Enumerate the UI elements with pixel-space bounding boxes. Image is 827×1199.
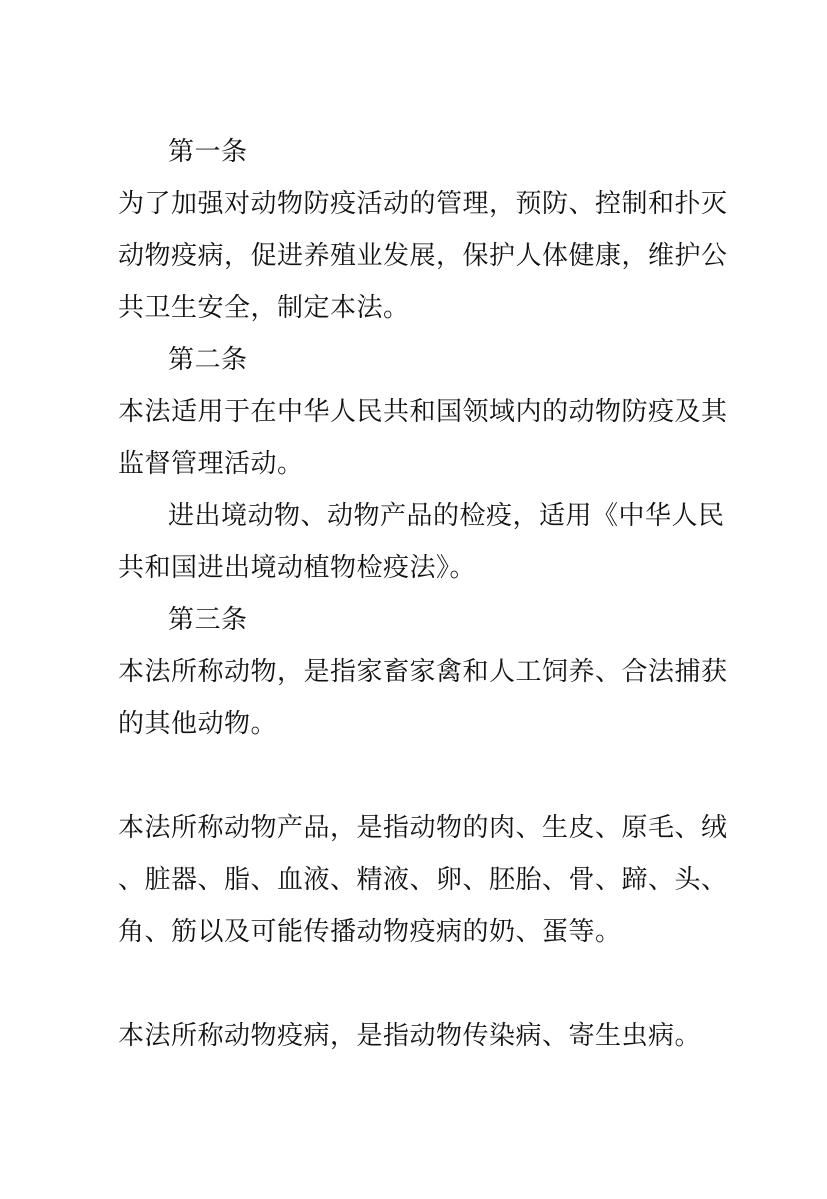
article-3-para3-line-1: 本法所称动物疫病，是指动物传染病、寄生虫病。 xyxy=(118,1021,702,1051)
article-3-para2-line-3: 角、筋以及可能传播动物疫病的奶、蛋等。 xyxy=(118,917,622,947)
article-1-line-3: 共卫生安全，制定本法。 xyxy=(118,293,410,323)
article-3-para2-line-1: 本法所称动物产品，是指动物的肉、生皮、原毛、绒 xyxy=(118,813,728,843)
article-3-para1-line-1: 本法所称动物，是指家畜家禽和人工饲养、合法捕获 xyxy=(118,657,728,687)
article-2-para1-line-2: 监督管理活动。 xyxy=(118,449,304,479)
article-2-heading: 第二条 xyxy=(168,345,248,375)
article-3-heading: 第三条 xyxy=(168,605,248,635)
article-1-line-1: 为了加强对动物防疫活动的管理，预防、控制和扑灭 xyxy=(118,189,728,219)
article-1-line-2: 动物疫病，促进养殖业发展，保护人体健康，维护公 xyxy=(118,241,728,271)
article-2-para1-line-1: 本法适用于在中华人民共和国领域内的动物防疫及其 xyxy=(118,397,728,427)
article-3-para1-line-2: 的其他动物。 xyxy=(118,709,278,739)
article-2-para2-line-1: 进出境动物、动物产品的检疫，适用《中华人民 xyxy=(168,501,725,531)
article-2-para2-line-2: 共和国进出境动植物检疫法》。 xyxy=(118,553,477,583)
article-1-heading: 第一条 xyxy=(168,137,248,167)
article-3-para2-line-2: 、脏器、脂、血液、精液、卵、胚胎、骨、蹄、头、 xyxy=(118,865,728,895)
